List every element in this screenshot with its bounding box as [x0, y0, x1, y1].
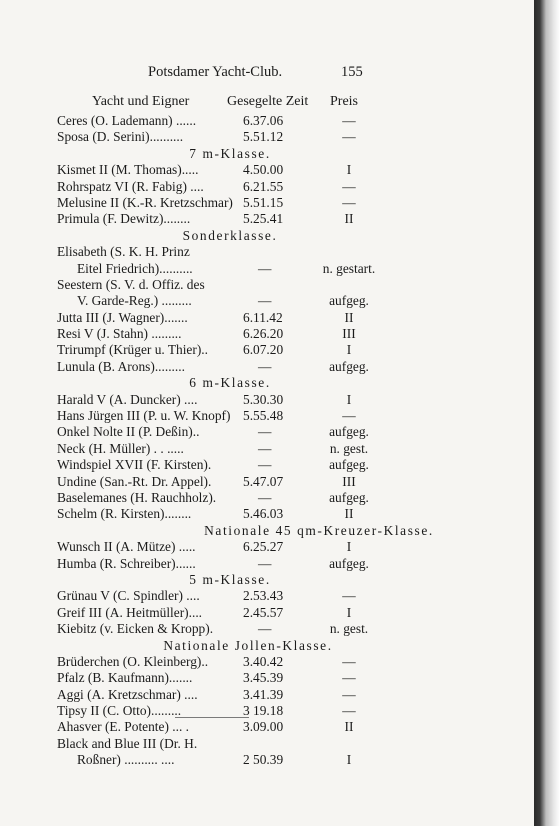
- sailed-time: —: [258, 555, 272, 571]
- prize-value: II: [344, 719, 354, 735]
- section-heading: [0, 228, 534, 244]
- result-row: [0, 736, 534, 752]
- prize-value: n. gest.: [329, 440, 369, 456]
- sailed-time: 2.53.43: [243, 588, 284, 604]
- yacht-owner: Elisabeth (S. K. H. Prinz: [57, 244, 190, 260]
- section-title: Nationale 45 qm-Kreuzer-Klasse.: [204, 522, 434, 538]
- yacht-owner: V. Garde-Reg.) .........: [77, 293, 192, 309]
- yacht-owner: Humba (R. Schreiber)......: [57, 555, 196, 571]
- section-heading: [0, 375, 534, 391]
- result-row: [0, 654, 534, 670]
- result-row: [0, 687, 534, 703]
- sailed-time: 5.51.15: [243, 194, 284, 210]
- sailed-time: 6.26.20: [243, 326, 284, 342]
- yacht-owner: Seestern (S. V. d. Offiz. des: [57, 276, 205, 292]
- prize-value: aufgeg.: [329, 489, 369, 505]
- column-header-yacht: Yacht und Eigner: [92, 94, 190, 109]
- yacht-owner: Brüderchen (O. Kleinberg)..: [57, 653, 209, 669]
- prize-value: —: [342, 113, 356, 128]
- yacht-owner: Pfalz (B. Kaufmann).......: [57, 670, 193, 686]
- result-row: [0, 556, 534, 572]
- prize-value: —: [342, 194, 356, 210]
- prize-value: I: [346, 391, 352, 407]
- sailed-time: 3.40.42: [243, 653, 284, 669]
- section-title: 7 m-Klasse.: [189, 145, 271, 161]
- section-heading: [0, 146, 534, 162]
- yacht-owner: Ahasver (E. Potente) ... .: [57, 719, 190, 735]
- yacht-owner: Neck (H. Müller) . . .....: [57, 440, 184, 456]
- result-row: [0, 703, 534, 719]
- result-row: [0, 457, 534, 473]
- prize-value: aufgeg.: [329, 424, 369, 440]
- result-row: [0, 195, 534, 211]
- sailed-time: 4.50.00: [243, 162, 284, 178]
- prize-value: aufgeg.: [329, 555, 369, 571]
- sailed-time: 2.45.57: [243, 604, 284, 620]
- section-title: 6 m-Klasse.: [189, 375, 271, 391]
- sailed-time: —: [258, 260, 272, 276]
- yacht-owner: Sposa (D. Serini)..........: [57, 129, 184, 145]
- sailed-time: 6.21.55: [243, 178, 284, 194]
- yacht-owner: Grünau V (C. Spindler) ....: [57, 588, 200, 604]
- page-edge: [534, 0, 560, 826]
- header-title: Potsdamer Yacht-Club.: [148, 64, 283, 80]
- result-row: [0, 424, 534, 440]
- sailed-time: —: [258, 358, 272, 374]
- result-row: [0, 211, 534, 227]
- sailed-time: 5.51.12: [243, 129, 284, 145]
- results-table: [0, 113, 534, 769]
- running-header: [0, 64, 534, 84]
- yacht-owner: Wunsch II (A. Mütze) .....: [57, 539, 196, 555]
- yacht-owner: Aggi (A. Kretzschmar) ....: [57, 686, 198, 702]
- prize-value: II: [344, 506, 354, 522]
- prize-value: —: [342, 686, 356, 702]
- result-row: [0, 179, 534, 195]
- result-row: [0, 113, 534, 129]
- result-row: [0, 261, 534, 277]
- sailed-time: 3.45.39: [243, 670, 284, 686]
- yacht-owner: Undine (San.-Rt. Dr. Appel).: [57, 473, 212, 489]
- result-row: [0, 310, 534, 326]
- yacht-owner: Rohrspatz VI (R. Fabig) ....: [57, 178, 204, 194]
- result-row: [0, 408, 534, 424]
- result-row: [0, 506, 534, 522]
- result-row: [0, 752, 534, 768]
- result-row: [0, 621, 534, 637]
- prize-value: —: [342, 653, 356, 669]
- result-row: [0, 719, 534, 735]
- yacht-owner: Ceres (O. Lademann) ......: [57, 113, 197, 128]
- yacht-owner: Lunula (B. Arons).........: [57, 358, 185, 374]
- yacht-owner: Baselemanes (H. Rauchholz).: [57, 489, 217, 505]
- prize-value: —: [342, 588, 356, 604]
- section-title: Nationale Jollen-Klasse.: [163, 637, 333, 653]
- prize-value: II: [344, 309, 354, 325]
- sailed-time: 2 50.39: [243, 752, 284, 768]
- section-title: 5 m-Klasse.: [189, 571, 271, 587]
- prize-value: I: [346, 752, 352, 768]
- result-row: [0, 129, 534, 145]
- sailed-time: 5.47.07: [243, 473, 284, 489]
- prize-value: —: [342, 703, 356, 719]
- result-row: [0, 293, 534, 309]
- result-row: [0, 670, 534, 686]
- sailed-time: 6.07.20: [243, 342, 284, 358]
- sailed-time: 6.37.06: [243, 113, 284, 128]
- section-heading: [0, 638, 534, 654]
- prize-value: I: [346, 342, 352, 358]
- sailed-time: 6.25.27: [243, 539, 284, 555]
- sailed-time: 5.30.30: [243, 391, 284, 407]
- result-row: [0, 244, 534, 260]
- section-heading: [0, 523, 534, 539]
- yacht-owner: Roßner) .......... ....: [77, 752, 175, 768]
- yacht-owner: Jutta III (J. Wagner).......: [57, 309, 188, 325]
- prize-value: —: [342, 670, 356, 686]
- sailed-time: —: [258, 424, 272, 440]
- result-row: [0, 392, 534, 408]
- prize-value: I: [346, 539, 352, 555]
- yacht-owner: Tipsy II (C. Otto).........: [57, 703, 182, 719]
- column-header-time: Gesegelte Zeit: [227, 94, 309, 109]
- yacht-owner: Eitel Friedrich)..........: [77, 260, 193, 276]
- prize-value: aufgeg.: [329, 293, 369, 309]
- yacht-owner: Windspiel XVII (F. Kirsten).: [57, 457, 212, 473]
- yacht-owner: Primula (F. Dewitz)........: [57, 211, 191, 227]
- yacht-owner: Black and Blue III (Dr. H.: [57, 735, 198, 751]
- section-heading: [0, 572, 534, 588]
- result-row: [0, 162, 534, 178]
- prize-value: n. gest.: [329, 621, 369, 637]
- result-row: [0, 342, 534, 358]
- prize-value: —: [342, 129, 356, 145]
- yacht-owner: Kiebitz (v. Eicken & Kropp).: [57, 621, 214, 637]
- prize-value: aufgeg.: [329, 457, 369, 473]
- sailed-time: —: [258, 457, 272, 473]
- sailed-time: 3.09.00: [243, 719, 284, 735]
- prize-value: n. gestart.: [322, 260, 376, 276]
- sailed-time: —: [258, 440, 272, 456]
- result-row: [0, 539, 534, 555]
- prize-value: aufgeg.: [329, 358, 369, 374]
- prize-value: I: [346, 162, 352, 178]
- page-number: 155: [341, 64, 363, 80]
- sailed-time: —: [258, 489, 272, 505]
- yacht-owner: Hans Jürgen III (P. u. W. Knopf): [57, 408, 231, 424]
- yacht-owner: Schelm (R. Kirsten)........: [57, 506, 192, 522]
- prize-value: III: [342, 326, 356, 342]
- sailed-time: 5.46.03: [243, 506, 284, 522]
- yacht-owner: Trirumpf (Krüger u. Thier)..: [57, 342, 208, 358]
- prize-value: —: [342, 178, 356, 194]
- sailed-time: 6.11.42: [243, 309, 283, 325]
- yacht-owner: Resi V (J. Stahn) .........: [57, 326, 182, 342]
- sailed-time: 3 19.18: [243, 703, 284, 719]
- result-row: [0, 474, 534, 490]
- end-rule: [175, 717, 249, 718]
- sailed-time: —: [258, 293, 272, 309]
- prize-value: —: [342, 408, 356, 424]
- result-row: [0, 326, 534, 342]
- result-row: [0, 605, 534, 621]
- prize-value: III: [342, 473, 356, 489]
- sailed-time: 5.55.48: [243, 408, 284, 424]
- prize-value: I: [346, 604, 352, 620]
- prize-value: II: [344, 211, 354, 227]
- result-row: [0, 490, 534, 506]
- yacht-owner: Kismet II (M. Thomas).....: [57, 162, 199, 178]
- section-title: Sonderklasse.: [182, 227, 278, 243]
- sailed-time: —: [258, 621, 272, 637]
- yacht-owner: Harald V (A. Duncker) ....: [57, 391, 198, 407]
- result-row: [0, 277, 534, 293]
- sailed-time: 3.41.39: [243, 686, 284, 702]
- yacht-owner: Greif III (A. Heitmüller)....: [57, 604, 203, 620]
- result-row: [0, 359, 534, 375]
- yacht-owner: Onkel Nolte II (P. Deßin)..: [57, 424, 200, 440]
- sailed-time: 5.25.41: [243, 211, 284, 227]
- column-headers: [0, 94, 534, 114]
- result-row: [0, 588, 534, 604]
- yacht-owner: Melusine II (K.-R. Kretzschmar): [57, 194, 233, 210]
- column-header-prize: Preis: [330, 94, 358, 109]
- result-row: [0, 441, 534, 457]
